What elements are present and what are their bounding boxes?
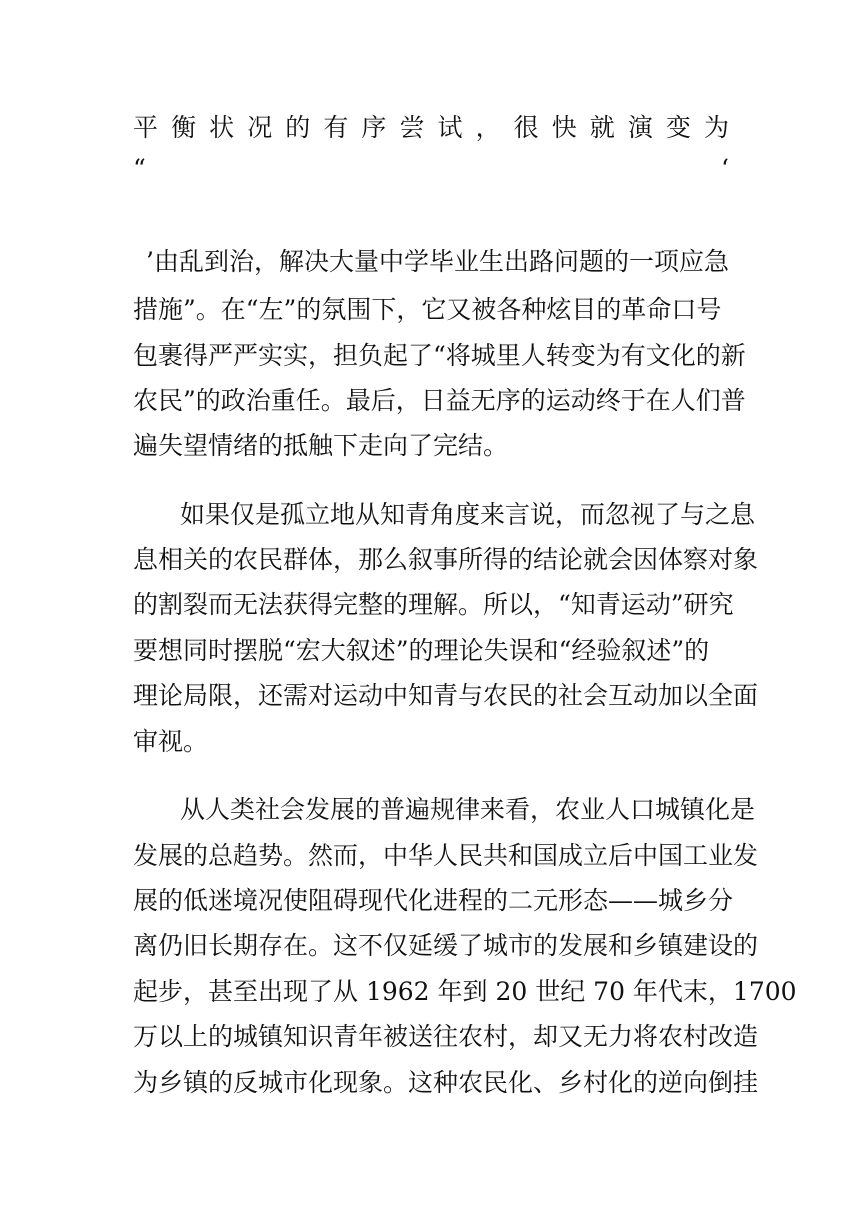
p2-line-5: 理论局限，还需对运动中知青与农民的社会互动加以全面 xyxy=(133,681,759,710)
single-open-quote: ‘ xyxy=(721,154,729,183)
p1-line-6: 农民”的政治重任。最后，日益无序的运动终于在人们普 xyxy=(133,386,746,415)
p1-line-1-char: 的 xyxy=(285,113,311,142)
p1-line-7: 遍失望情绪的抵触下走向了完结。 xyxy=(133,431,509,460)
p1-line-4: 措施”。在“左”的氛围下，它又被各种炫目的革命口号 xyxy=(133,295,722,324)
p1-line-3: ’由乱到治，解决大量中学毕业生出路问题的一项应急 xyxy=(146,247,729,276)
p1-line-1-char: 快 xyxy=(551,113,577,142)
p1-line-1-char: 试 xyxy=(437,113,463,142)
p3-line-3: 展的低迷境况使阻碍现代化进程的二元形态——城乡分 xyxy=(133,886,734,915)
p1-line-1-char: 变 xyxy=(665,113,691,142)
p1-line-1-char: ， xyxy=(475,113,501,142)
p2-line-1: 如果仅是孤立地从知青角度来言说，而忽视了与之息 xyxy=(180,500,756,529)
p3-line-2: 发展的总趋势。然而，中华人民共和国成立后中国工业发 xyxy=(133,841,759,870)
p1-line-5: 包裹得严严实实，担负起了“将城里人转变为有文化的新 xyxy=(133,341,746,370)
p1-line-1-char: 为 xyxy=(703,113,729,142)
p3-line-5: 起步，甚至出现了从 1962 年到 20 世纪 70 年代末，1700 xyxy=(133,977,797,1006)
p3-line-1: 从人类社会发展的普遍规律来看，农业人口城镇化是 xyxy=(180,795,756,824)
p3-line-4: 离仍旧长期存在。这不仅延缓了城市的发展和乡镇建设的 xyxy=(133,931,759,960)
p3-line-7: 为乡镇的反城市化现象。这种农民化、乡村化的逆向倒挂 xyxy=(133,1068,759,1097)
p3-line-6: 万以上的城镇知识青年被送往农村，却又无力将农村改造 xyxy=(133,1022,759,1051)
p1-line-1-char: 就 xyxy=(589,113,615,142)
p2-line-3: 的割裂而无法获得完整的理解。所以，“知青运动”研究 xyxy=(133,590,734,619)
p1-line-2 xyxy=(133,152,729,186)
p1-line-1-char: 况 xyxy=(247,113,273,142)
p2-line-4: 要想同时摆脱“宏大叙述”的理论失误和“经验叙述”的 xyxy=(133,636,710,665)
open-quote: “ xyxy=(133,154,146,183)
p1-line-1 xyxy=(133,111,729,145)
p1-line-1-char: 衡 xyxy=(171,113,197,142)
p1-line-1-char: 演 xyxy=(627,113,653,142)
p1-line-1-char: 尝 xyxy=(399,113,425,142)
p1-line-1-char: 状 xyxy=(209,113,235,142)
p1-line-1-char: 序 xyxy=(361,113,387,142)
p2-line-2: 息相关的农民群体，那么叙事所得的结论就会因体察对象 xyxy=(133,545,759,574)
p1-line-1-char: 有 xyxy=(323,113,349,142)
p2-line-6: 审视。 xyxy=(133,727,209,756)
p1-line-1-char: 平 xyxy=(133,113,159,142)
p1-line-1-char: 很 xyxy=(513,113,539,142)
